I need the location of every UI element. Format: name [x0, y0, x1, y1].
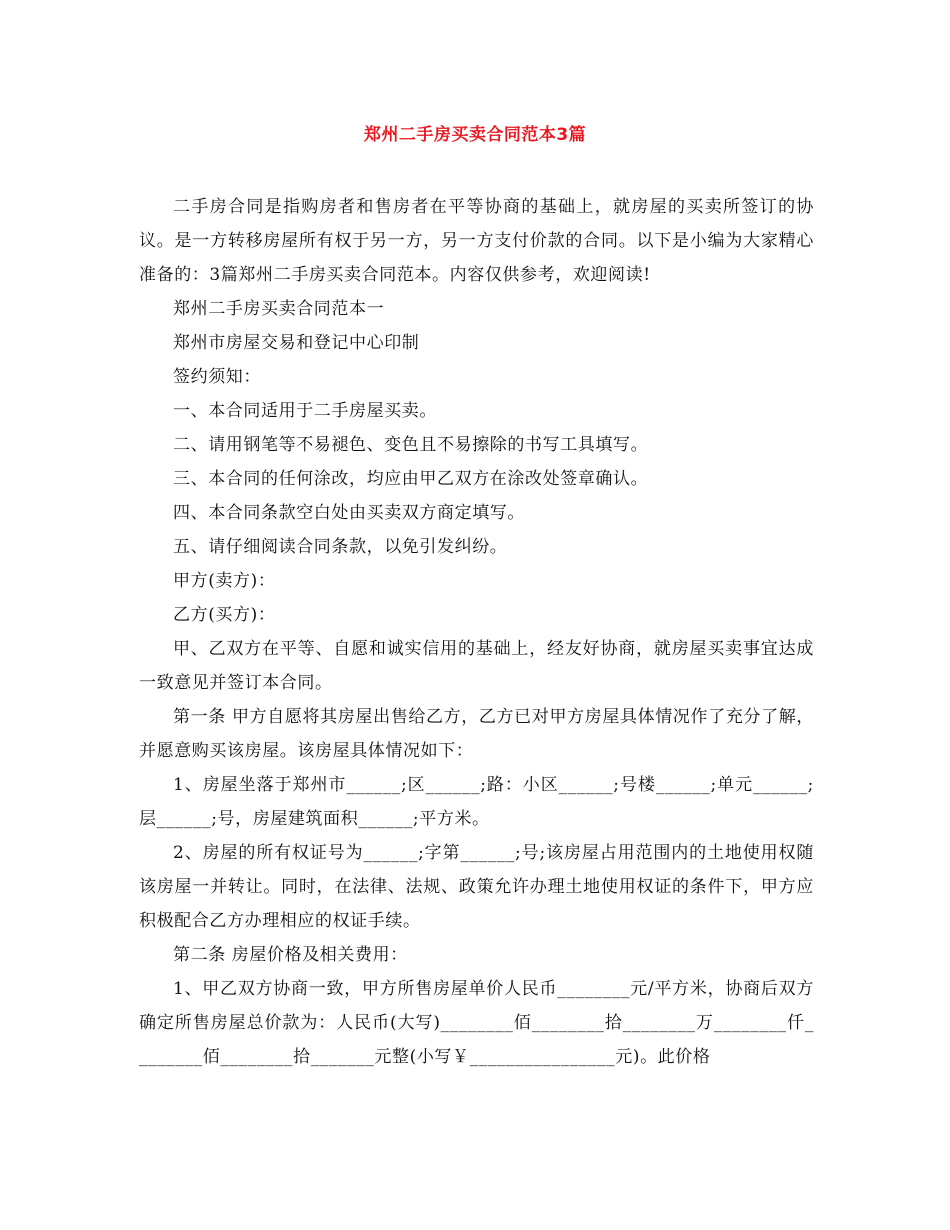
article-2-heading: 第二条 房屋价格及相关费用：: [173, 945, 408, 965]
party-b-line: 乙方(买方)：: [173, 605, 276, 625]
notice-item: 四、本合同条款空白处由买卖双方商定填写。: [173, 503, 525, 523]
notice-item: 一、本合同适用于二手房屋买卖。: [173, 401, 437, 421]
article-2-item-1: 1、甲乙双方协商一致，甲方所售房屋单价人民币________元/平方米，协商后双方确定所售房屋总价款为：人民币(大写)________佰________拾________万________仟________佰________拾_______元整(小写￥________________元)。此价格: [139, 979, 814, 1067]
intro-paragraph: 二手房合同是指购房者和售房者在平等协商的基础上，就房屋的买卖所签订的协议。是一方转移房屋所有权于另一方，另一方支付价款的合同。以下是小编为大家精心准备的：3篇郑州二手房买卖合同范本。内容仅供参考，欢迎阅读!: [139, 197, 814, 285]
printer-line: 郑州市房屋交易和登记中心印制: [173, 333, 420, 353]
preamble-paragraph: 甲、乙双方在平等、自愿和诚实信用的基础上，经友好协商，就房屋买卖事宜达成一致意见并签订本合同。: [139, 639, 814, 693]
party-a-line: 甲方(卖方)：: [173, 571, 276, 591]
notice-item: 二、请用钢笔等不易褪色、变色且不易擦除的书写工具填写。: [173, 435, 649, 455]
document-title: 郑州二手房买卖合同范本3篇: [363, 125, 587, 145]
article-1: 第一条 甲方自愿将其房屋出售给乙方，乙方已对甲方房屋具体情况作了充分了解，并愿意购买该房屋。该房屋具体情况如下：: [139, 707, 814, 761]
document-body: [139, 190, 814, 1074]
notice-item: 五、请仔细阅读合同条款，以免引发纠纷。: [173, 537, 508, 557]
section-heading: 郑州二手房买卖合同范本一: [173, 299, 385, 319]
notice-heading: 签约须知：: [173, 367, 261, 387]
notice-item: 三、本合同的任何涂改，均应由甲乙双方在涂改处签章确认。: [173, 469, 649, 489]
article-1-item-2: 2、房屋的所有权证号为______;字第______;号;该房屋占用范围内的土地使用权随该房屋一并转让。同时，在法律、法规、政策允许办理土地使用权证的条件下，甲方应积极配合乙方办理相应的权证手续。: [139, 843, 814, 931]
article-1-item-1: 1、房屋坐落于郑州市______;区______;路：小区______;号楼______;单元______;层______;号，房屋建筑面积______;平方米。: [139, 775, 814, 829]
